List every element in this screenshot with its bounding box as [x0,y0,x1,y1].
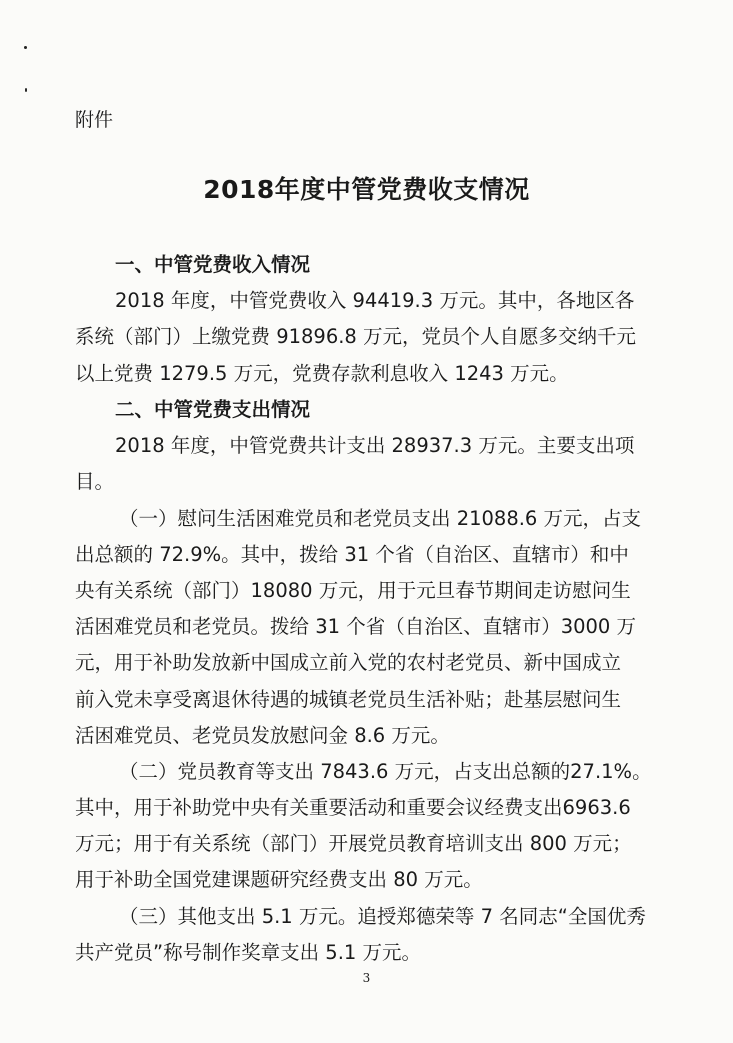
page-number: 3 [362,971,371,985]
attachment-label: 附件 [75,109,114,131]
paragraph-line: 万元；用于有关系统（部门）开展党员教育培训支出 800 万元； [75,832,632,855]
paragraph-line: 用于补助全国党建课题研究经费支出 80 万元。 [75,868,483,891]
paragraph-line: 元，用于补助发放新中国成立前入党的农村老党员、新中国成立 [75,651,622,674]
scan-speck [25,88,27,92]
paragraph-line: 2018 年度，中管党费收入 94419.3 万元。其中，各地区各 [115,289,635,312]
paragraph-line: 活困难党员和老党员。拨给 31 个省（自治区、直辖市）3000 万 [75,615,637,638]
paragraph-line: 活困难党员、老党员发放慰问金 8.6 万元。 [75,724,450,747]
paragraph-line: （一）慰问生活困难党员和老党员支出 21088.6 万元，占支 [119,507,642,530]
paragraph-line: 以上党费 1279.5 万元，党费存款利息收入 1243 万元。 [75,362,569,385]
paragraph-line: （三）其他支出 5.1 万元。追授郑德荣等 7 名同志“全国优秀 [119,905,646,928]
paragraph-line: 前入党未享受离退休待遇的城镇老党员生活补贴；赴基层慰问生 [75,688,622,711]
paragraph-line: （二）党员教育等支出 7843.6 万元，占支出总额的27.1%。 [119,760,652,783]
scan-speck [24,46,27,49]
paragraph-line: 央有关系统（部门）18080 万元，用于元旦春节期间走访慰问生 [75,579,631,602]
paragraph-line: 共产党员”称号制作奖章支出 5.1 万元。 [75,941,422,964]
paragraph-line: 目。 [75,470,115,493]
paragraph-line: 其中，用于补助党中央有关重要活动和重要会议经费支出6963.6 [75,796,631,819]
section1-heading: 一、中管党费收入情况 [115,253,311,276]
paragraph-line: 出总额的 72.9%。其中，拨给 31 个省（自治区、直辖市）和中 [75,543,629,566]
paragraph-line: 2018 年度，中管党费共计支出 28937.3 万元。主要支出项 [115,434,635,457]
page-title: 2018年度中管党费收支情况 [203,175,530,204]
paragraph-line: 系统（部门）上缴党费 91896.8 万元，党员个人自愿多交纳千元 [75,325,637,348]
section2-heading: 二、中管党费支出情况 [115,398,311,421]
